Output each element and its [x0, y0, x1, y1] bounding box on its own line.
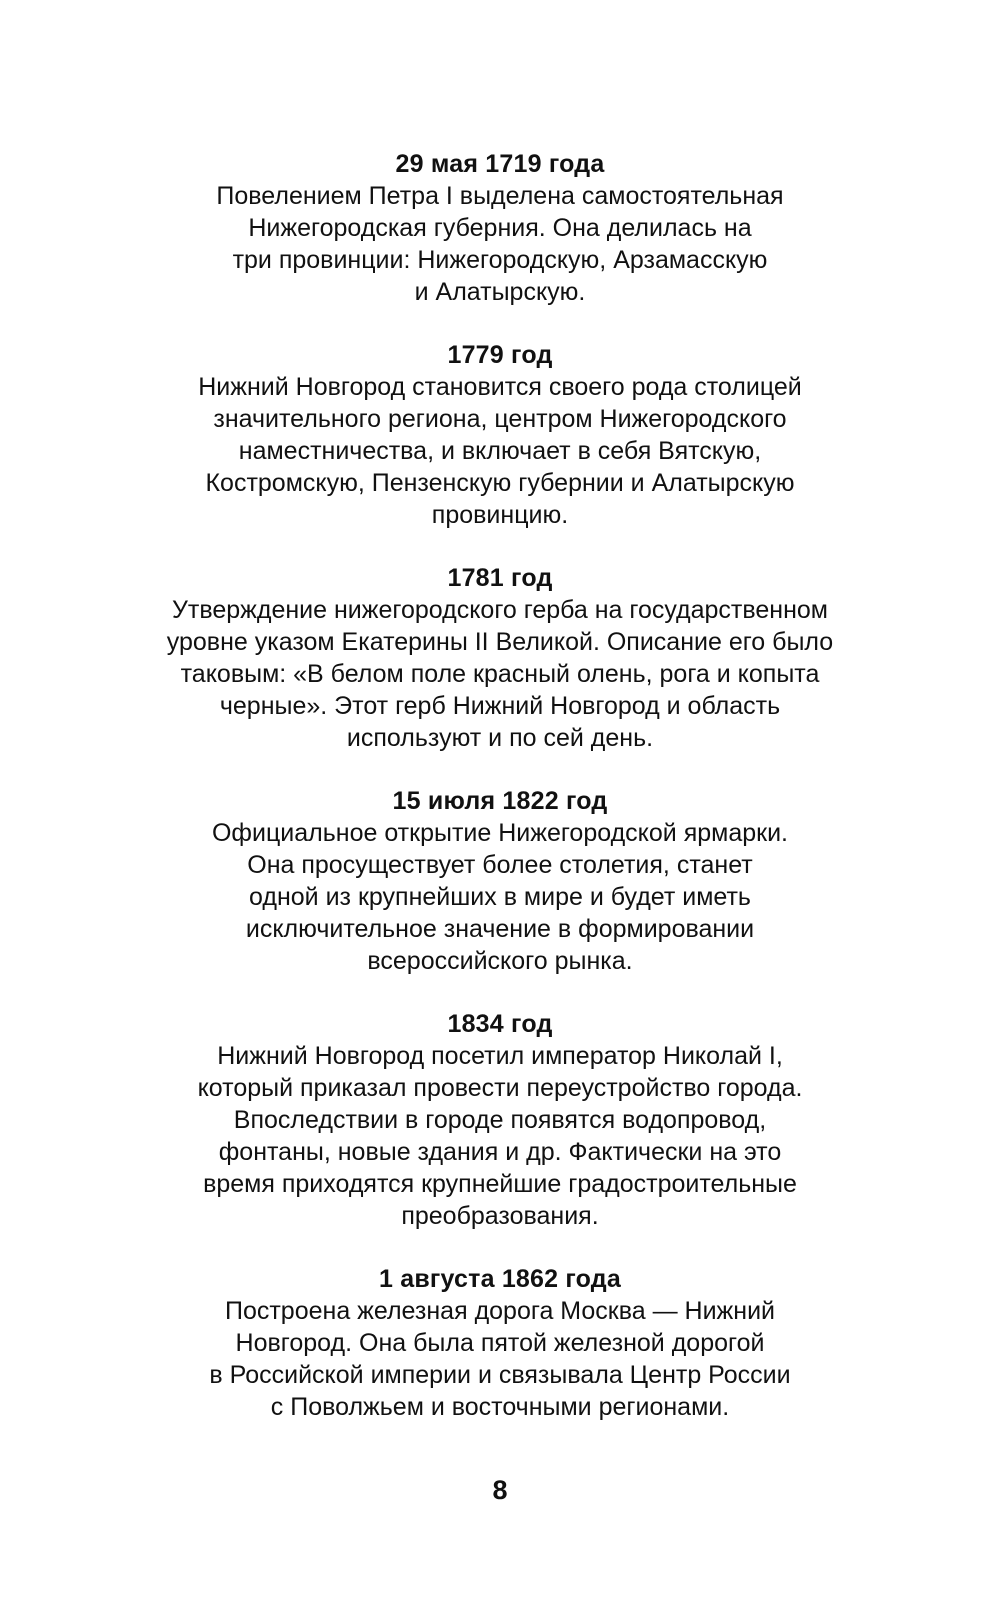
entry-text-line: используют и по сей день.: [346, 724, 654, 752]
entry-date: 1834 год: [447, 1010, 553, 1038]
entry-text-line: преобразования.: [401, 1202, 599, 1230]
entry-date: 29 мая 1719 года: [395, 150, 605, 178]
entry-date: 1 августа 1862 года: [379, 1265, 621, 1293]
entry-text-line: Утверждение нижегородского герба на государственном: [172, 596, 828, 624]
entry-text-line: Костромскую, Пензенскую губернии и Алатырскую: [205, 469, 795, 497]
entry-text-line: таковым: «В белом поле красный олень, рога и копыта: [180, 660, 820, 688]
entry-text-line: черные». Этот герб Нижний Новгород и область: [219, 692, 781, 720]
timeline-entry: [150, 1263, 850, 1423]
page-number: 8: [492, 1475, 508, 1505]
entry-text-line: значительного региона, центром Нижегородского: [213, 405, 787, 433]
entry-text-line: Новгород. Она была пятой железной дорогой: [235, 1329, 765, 1357]
entry-text-line: Официальное открытие Нижегородской ярмарки.: [211, 819, 788, 847]
entry-text-line: Нижний Новгород становится своего рода столицей: [198, 373, 802, 401]
timeline: [150, 148, 850, 1454]
timeline-entry: [150, 148, 850, 308]
entry-text-line: Повелением Петра I выделена самостоятельная: [216, 182, 784, 210]
entry-text-line: Она просуществует более столетия, станет: [247, 851, 753, 879]
entry-text-line: одной из крупнейших в мире и будет иметь: [249, 883, 751, 911]
timeline-entry: [150, 1008, 850, 1232]
entry-text-line: время приходятся крупнейшие градостроительные: [203, 1170, 797, 1198]
timeline-entry: [150, 785, 850, 977]
entry-text-line: Впоследствии в городе появятся водопровод,: [233, 1106, 767, 1134]
entry-date: 1779 год: [447, 341, 553, 369]
entry-text-line: исключительное значение в формировании: [245, 915, 755, 943]
entry-text-line: три провинции: Нижегородскую, Арзамасскую: [232, 246, 768, 274]
entry-text-line: Построена железная дорога Москва — Нижний: [224, 1297, 776, 1325]
entry-text-line: уровне указом Екатерины II Великой. Описание его было: [166, 628, 834, 656]
timeline-entry: [150, 339, 850, 531]
entry-text-line: фонтаны, новые здания и др. Фактически на это: [218, 1138, 782, 1166]
entry-text-line: и Алатырскую.: [414, 278, 586, 306]
entry-text-line: с Поволжьем и восточными регионами.: [270, 1393, 730, 1421]
entry-text-line: Нижний Новгород посетил император Николай I,: [217, 1042, 783, 1070]
entry-text-line: провинцию.: [431, 501, 569, 529]
entry-date: 15 июля 1822 год: [392, 787, 608, 815]
entry-date: 1781 год: [447, 564, 553, 592]
entry-text-line: в Российской империи и связывала Центр России: [209, 1361, 791, 1389]
entry-text-line: всероссийского рынка.: [367, 947, 633, 975]
entry-text-line: который приказал провести переустройство города.: [197, 1074, 803, 1102]
entry-text-line: Нижегородская губерния. Она делилась на: [248, 214, 752, 242]
timeline-entry: [150, 562, 850, 754]
entry-text-line: наместничества, и включает в себя Вятскую,: [238, 437, 762, 465]
